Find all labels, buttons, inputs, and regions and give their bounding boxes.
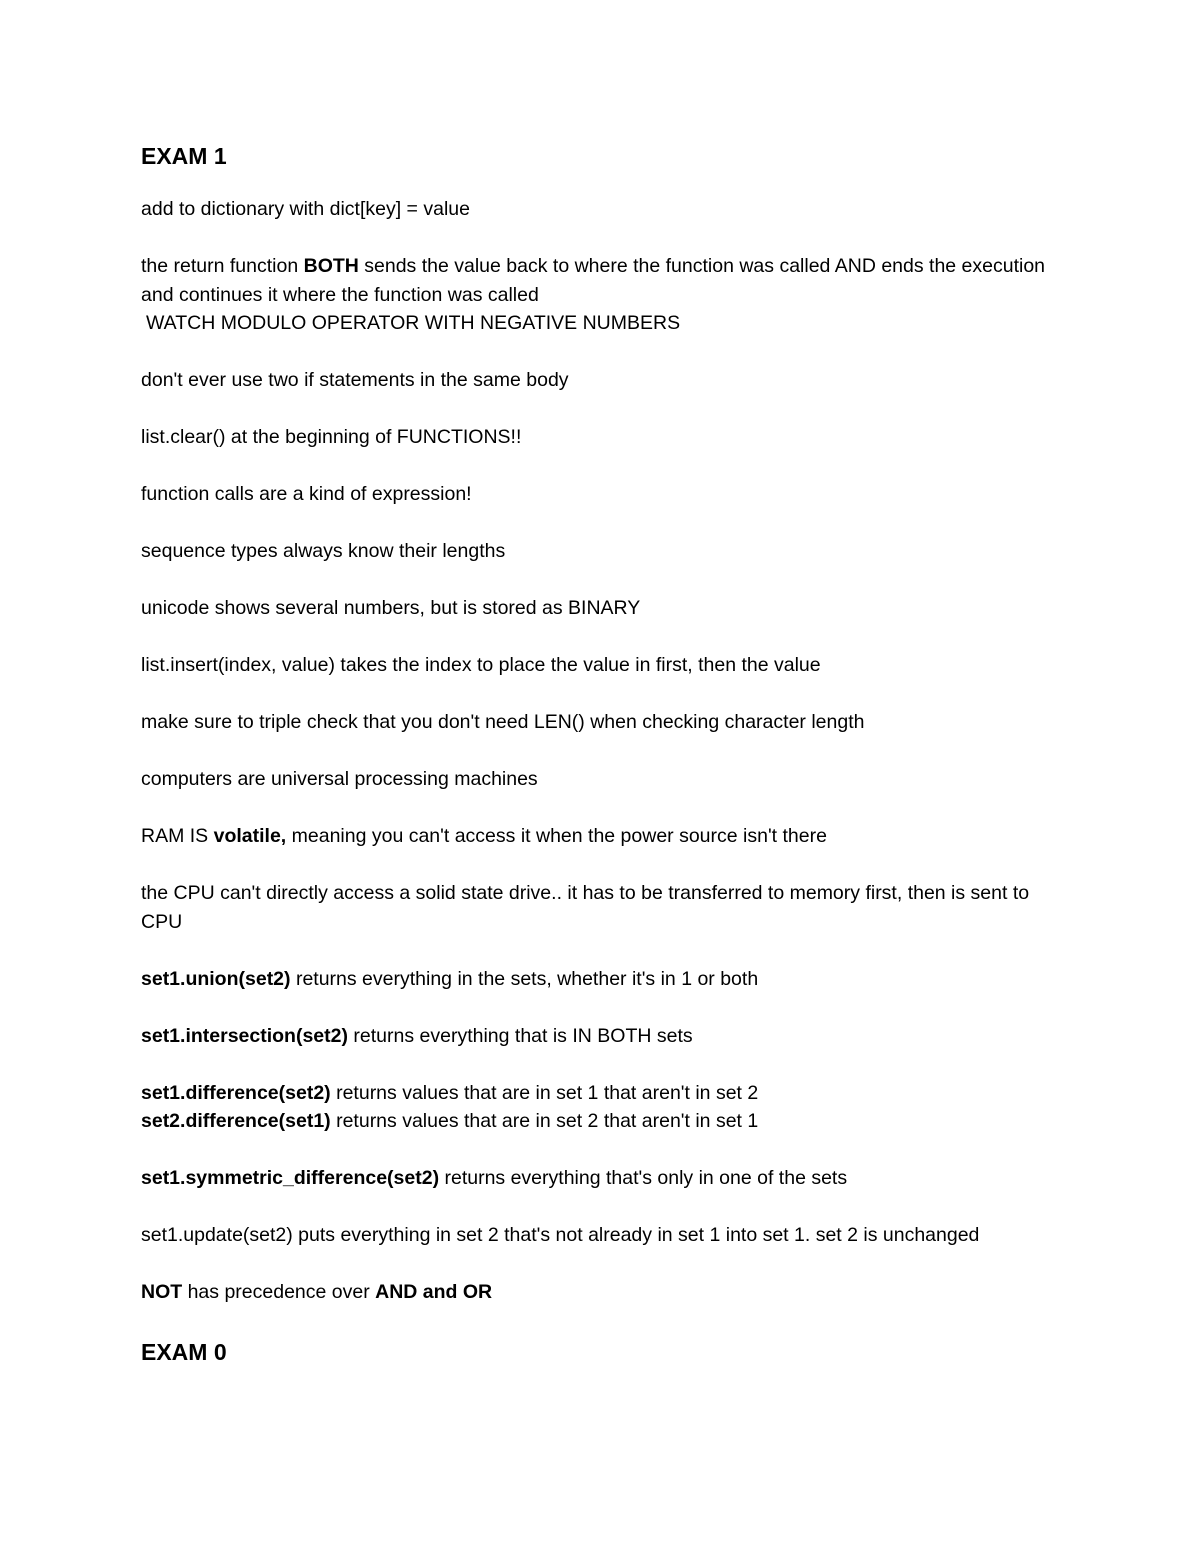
note-return-function bbox=[141, 252, 1066, 309]
note-ram-bold: volatile, bbox=[213, 825, 287, 847]
note-len-check: make sure to triple check that you don't need LEN() when checking character length bbox=[141, 711, 865, 733]
note-diff2-text: returns values that are in set 2 that aren't in set 1 bbox=[330, 1110, 759, 1132]
note-union-method: set1.union(set2) bbox=[141, 967, 291, 990]
note-diff1-text: returns values that are in set 1 that aren't in set 2 bbox=[330, 1081, 759, 1104]
note-dict-add: add to dictionary with dict[key] = value bbox=[141, 198, 470, 220]
note-ram-text-2: meaning you can't access it when the power source isn't there bbox=[286, 825, 827, 847]
note-intersection-text: returns everything that is IN BOTH sets bbox=[348, 1024, 693, 1047]
note-and-or-bold: AND and OR bbox=[375, 1281, 493, 1303]
note-diff2-method: set2.difference(set1) bbox=[141, 1110, 331, 1132]
note-intersection-method: set1.intersection(set2) bbox=[141, 1024, 348, 1047]
note-return-bold: BOTH bbox=[303, 255, 359, 277]
note-ram-text: RAM IS bbox=[141, 825, 214, 847]
note-not-bold: NOT bbox=[141, 1281, 183, 1303]
note-set-update: set1.update(set2) puts everything in set 2 that's not already in set 1 into set 1. set 2 is unchanged bbox=[141, 1224, 980, 1246]
note-symdiff-text: returns everything that's only in one of the sets bbox=[439, 1167, 848, 1189]
note-function-calls: function calls are a kind of expression! bbox=[141, 483, 472, 505]
document-body bbox=[141, 139, 1066, 1369]
exam-0-heading: EXAM 0 bbox=[141, 1339, 227, 1365]
note-list-insert: list.insert(index, value) takes the index to place the value in first, then the value bbox=[141, 654, 821, 676]
note-sequence-types: sequence types always know their lengths bbox=[141, 540, 506, 562]
note-set-symmetric-difference bbox=[141, 1164, 1066, 1193]
note-set-difference-2 bbox=[141, 1107, 1066, 1136]
note-list-clear: list.clear() at the beginning of FUNCTIONS!! bbox=[141, 426, 522, 448]
note-not-precedence bbox=[141, 1278, 1066, 1307]
note-two-ifs: don't ever use two if statements in the same body bbox=[141, 369, 569, 391]
exam-1-heading: EXAM 1 bbox=[141, 143, 227, 169]
note-symdiff-method: set1.symmetric_difference(set2) bbox=[141, 1167, 440, 1189]
note-union-text: returns everything in the sets, whether it's in 1 or both bbox=[290, 967, 759, 990]
note-diff1-method: set1.difference(set2) bbox=[141, 1081, 331, 1104]
note-return-text: the return function bbox=[141, 255, 304, 277]
note-ram bbox=[141, 822, 1066, 851]
note-set-union bbox=[141, 965, 1066, 994]
note-cpu: the CPU can't directly access a solid state drive.. it has to be transferred to memory first, then is sent to CPU bbox=[141, 882, 1030, 933]
note-modulo-warning: WATCH MODULO OPERATOR WITH NEGATIVE NUMBERS bbox=[146, 312, 681, 334]
note-set-intersection bbox=[141, 1022, 1066, 1051]
note-computers: computers are universal processing machines bbox=[141, 768, 538, 790]
note-return-text-2: sends the value back to where the function was called AND ends the execution and continues it where the function was called bbox=[141, 255, 1046, 306]
note-set-difference-1 bbox=[141, 1079, 1066, 1108]
note-unicode: unicode shows several numbers, but is stored as BINARY bbox=[141, 597, 641, 619]
note-not-text: has precedence over bbox=[182, 1281, 376, 1303]
